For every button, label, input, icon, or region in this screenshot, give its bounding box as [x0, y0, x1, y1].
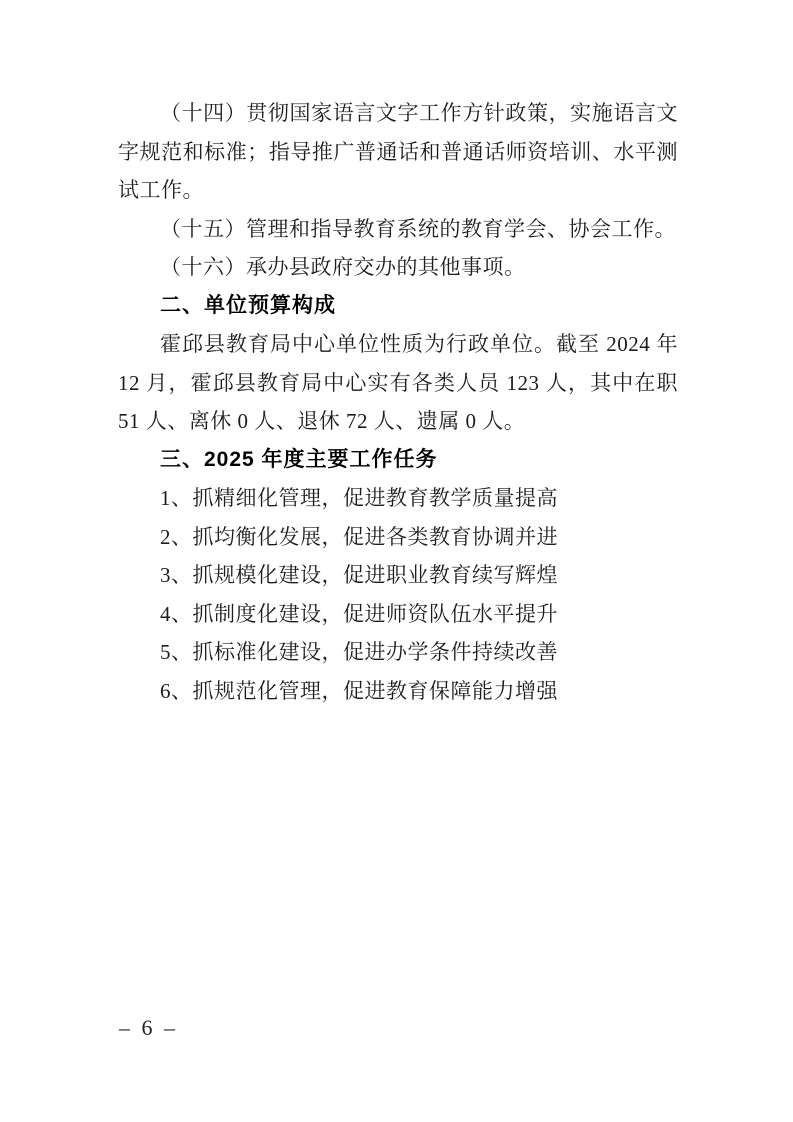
text-line: （十六）承办县政府交办的其他事项。 [160, 255, 526, 279]
document-body [118, 94, 678, 710]
list-item: 4、抓制度化建设，促进师资队伍水平提升 [160, 601, 558, 626]
list-item: 2、抓均衡化发展，促进各类教育协调并进 [160, 524, 558, 549]
text-line: 试工作。 [118, 178, 204, 202]
text-line: 字规范和标准；指导推广普通话和普通话师资培训、水平测 [118, 139, 678, 164]
list-item: 3、抓规模化建设，促进职业教育续写辉煌 [160, 563, 558, 587]
text-line: 霍邱县教育局中心单位性质为行政单位。截至 2024 年 [160, 332, 678, 356]
list-item: 5、抓标准化建设，促进办学条件持续改善 [160, 640, 558, 664]
text-line: （十五）管理和指导教育系统的教育学会、协会工作。 [160, 216, 676, 241]
list-item: 1、抓精细化管理，促进教育教学质量提高 [160, 486, 558, 510]
text-line: 12 月，霍邱县教育局中心实有各类人员 123 人，其中在职 [118, 370, 678, 395]
page-number: – 6 – [119, 1015, 175, 1040]
text-line: （十四）贯彻国家语言文字工作方针政策，实施语言文 [160, 101, 678, 125]
section-heading: 三、2025 年度主要工作任务 [160, 447, 438, 471]
text-line: 51 人、离休 0 人、退休 72 人、遗属 0 人。 [118, 409, 526, 433]
list-item: 6、抓规范化管理，促进教育保障能力增强 [160, 678, 558, 703]
section-heading: 二、单位预算构成 [160, 293, 336, 317]
